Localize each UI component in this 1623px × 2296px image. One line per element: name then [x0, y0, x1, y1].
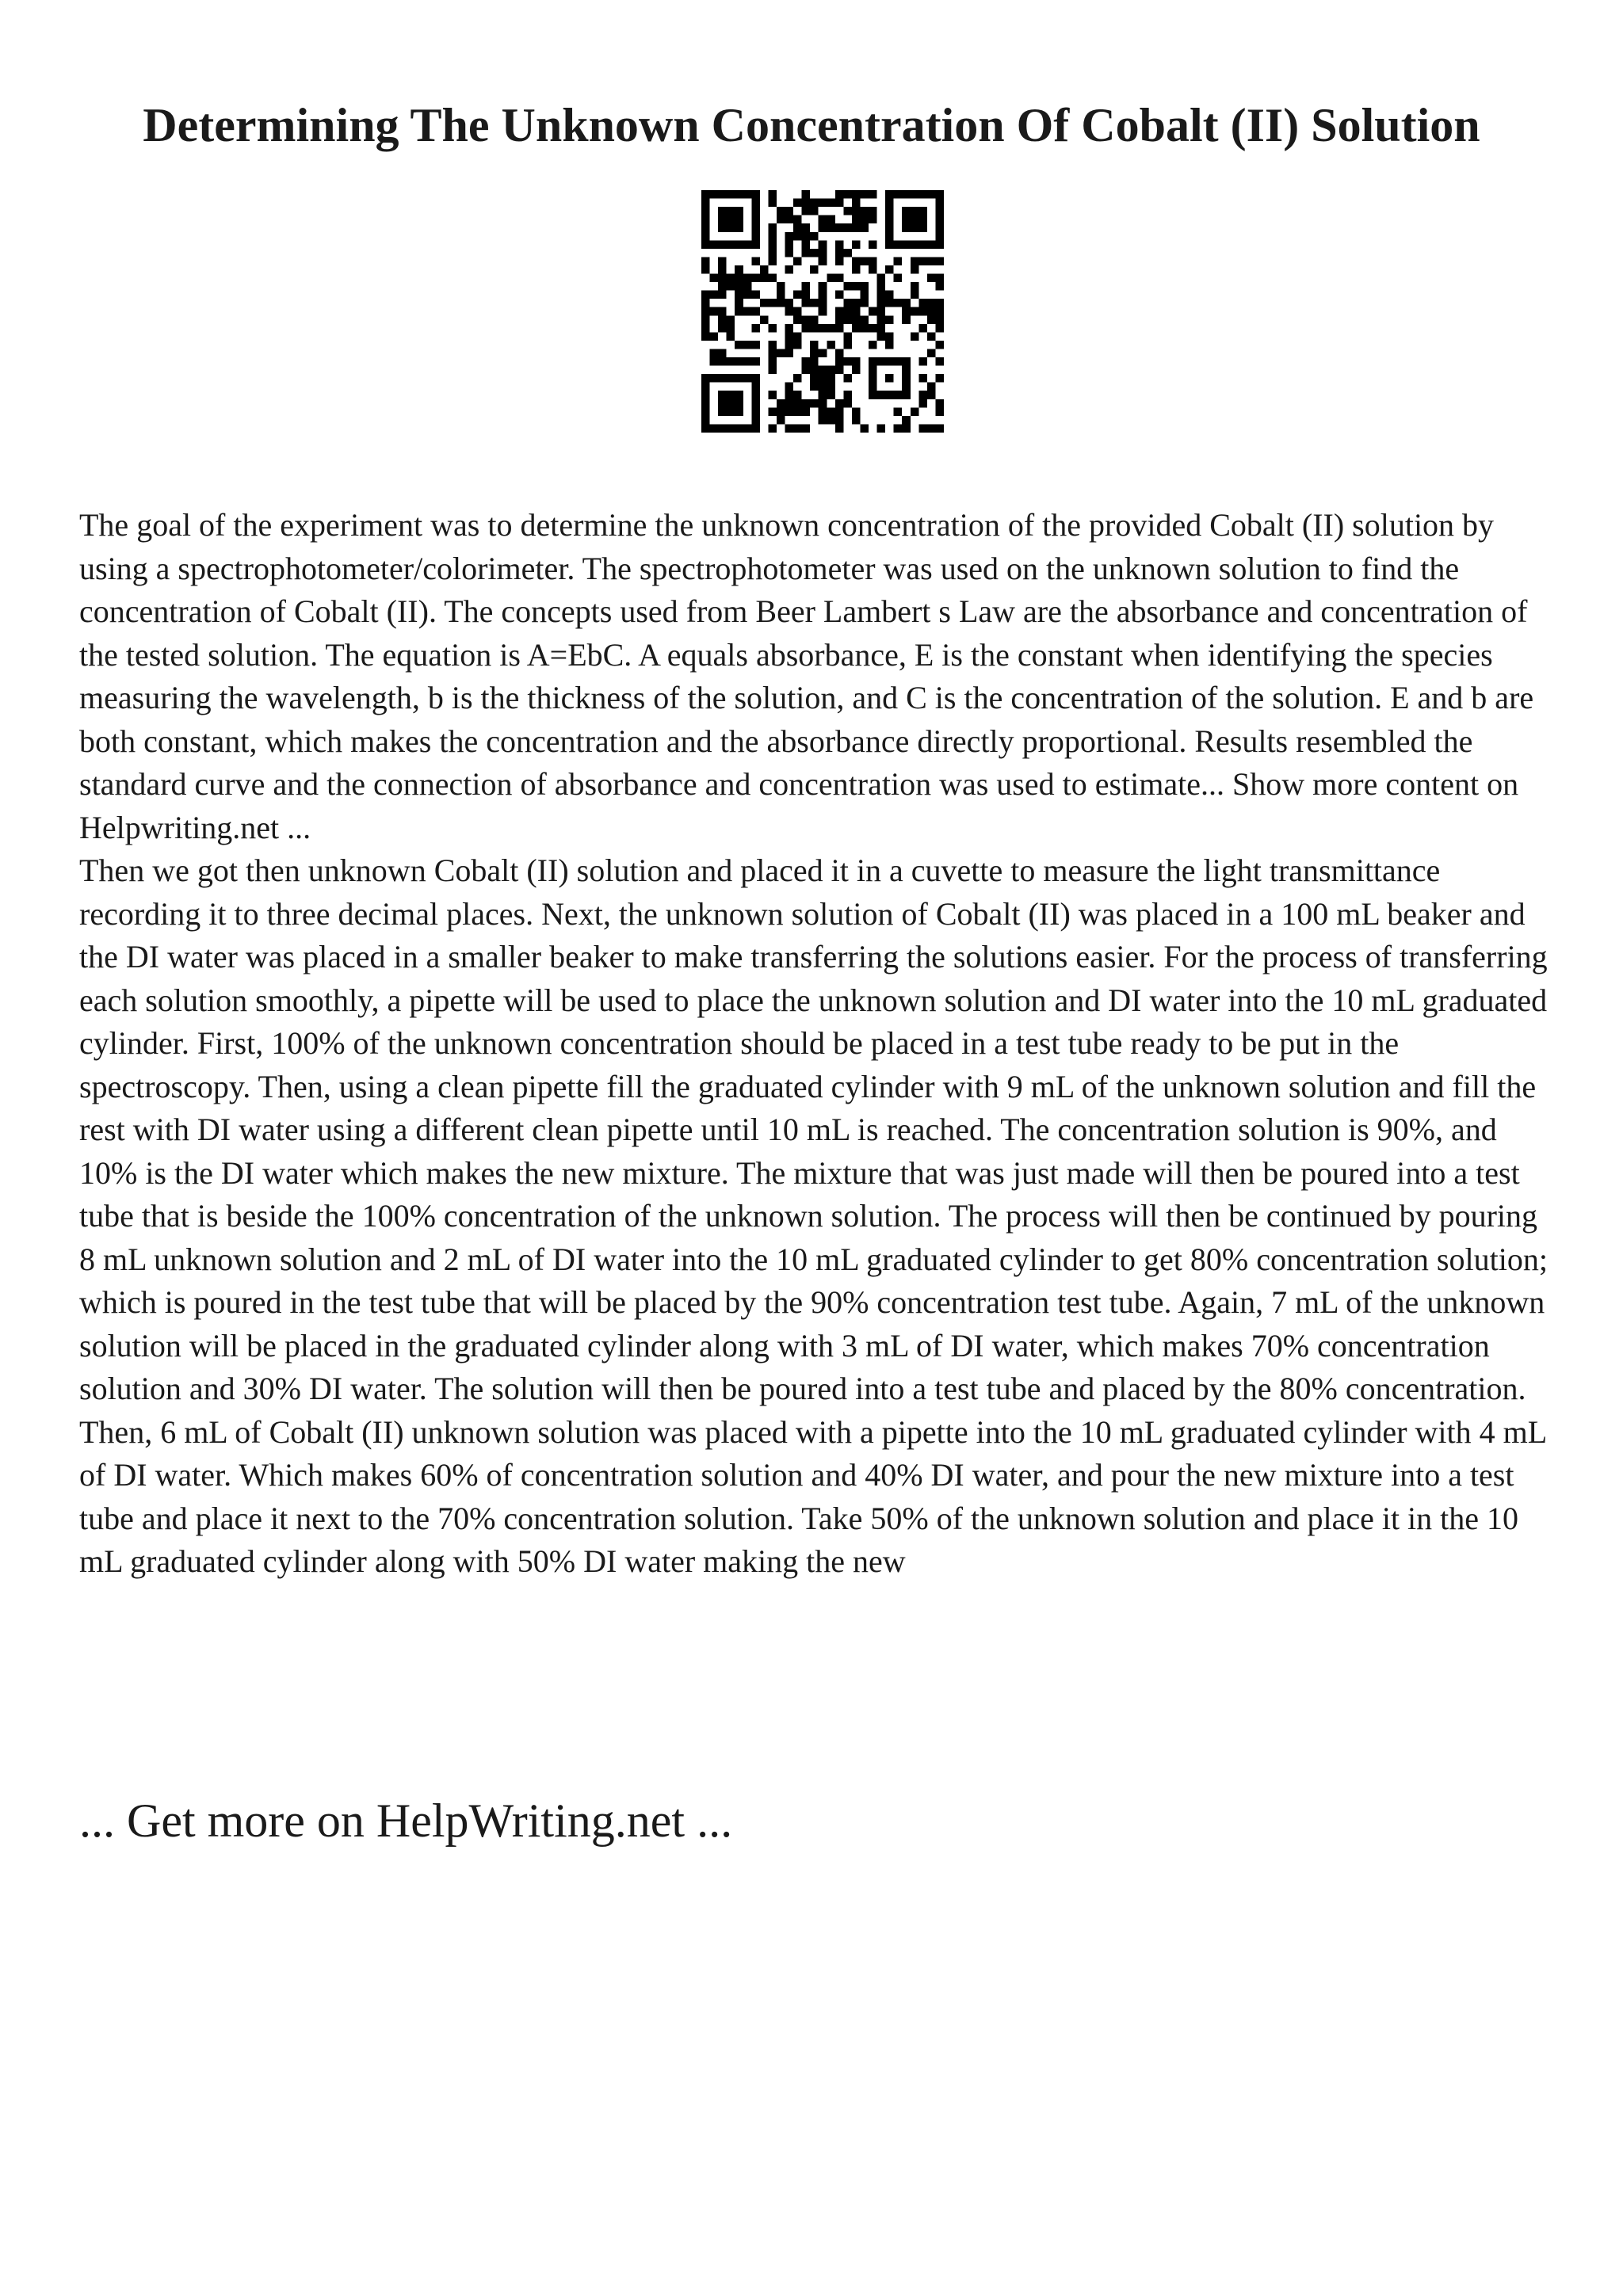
paragraph-procedure: Then we got then unknown Cobalt (II) solution and placed it in a cuvette to measure the light transmittance recording it to three decimal places. Next, the unknown solution of Cobalt (II) was placed in a 100 mL beaker and the DI water was placed in a smaller beaker to make transferring the solutions easier. For the process of transferring each solution smoothly, a pipette will be used to place the unknown solution and DI water into the 10 mL graduated cylinder. First, 100% of the unknown concentration should be placed in a test tube ready to be put in the spectroscopy. Then, using a clean pipette fill the graduated cylinder with 9 mL of the unknown solution and fill the rest with DI water using a different clean pipette until 10 mL is reached. The concentration solution is 90%, and 10% is the DI water which makes the new mixture. The mixture that was just made will then be poured into a test tube that is beside the 100% concentration of the unknown solution. The process will then be continued by pouring 8 mL unknown solution and 2 mL of DI water into the 10 mL graduated cylinder to get 80% concentration solution; which is poured in the test tube that will be placed by the 90% concentration test tube. Again, 7 mL of the unknown solution will be placed in the graduated cylinder along with 3 mL of DI water, which makes 70% concentration solution and 30% DI water. The solution will then be poured into a test tube and placed by the 80% concentration. Then, 6 mL of Cobalt (II) unknown solution was placed with a pipette into the 10 mL graduated cylinder with 4 mL of DI water. Which makes 60% of concentration solution and 40% DI water, and pour the new mixture into a test tube and place it next to the 70% concentration solution. Take 50% of the unknown solution and place it in the 10 mL graduated cylinder along with 50% DI water making the new — [79, 852, 1548, 1579]
paragraph-intro: The goal of the experiment was to determine the unknown concentration of the provided Cobalt (II) solution by using a spectrophotometer/colorimeter. The spectrophotometer was used on the unknown solution to find the concentration of Cobalt (II). The concepts used from Beer Lambert s Law are the absorbance and concentration of the tested solution. The equation is A=EbC. A equals absorbance, E is the constant when identifying the species measuring the wavelength, b is the thickness of the solution, and C is the concentration of the solution. E and b are both constant, which makes the concentration and the absorbance directly proportional. Results resembled the standard curve and the connection of absorbance and concentration was used to estimate... Show more content on Helpwriting.net ... — [79, 507, 1534, 845]
document-title: Determining The Unknown Concentration Of Cobalt (II) Solution — [143, 99, 1480, 151]
get-more-link[interactable]: ... Get more on HelpWriting.net ... — [79, 1794, 733, 1847]
document-body — [79, 504, 1553, 1584]
qr-code-icon[interactable] — [701, 190, 944, 433]
